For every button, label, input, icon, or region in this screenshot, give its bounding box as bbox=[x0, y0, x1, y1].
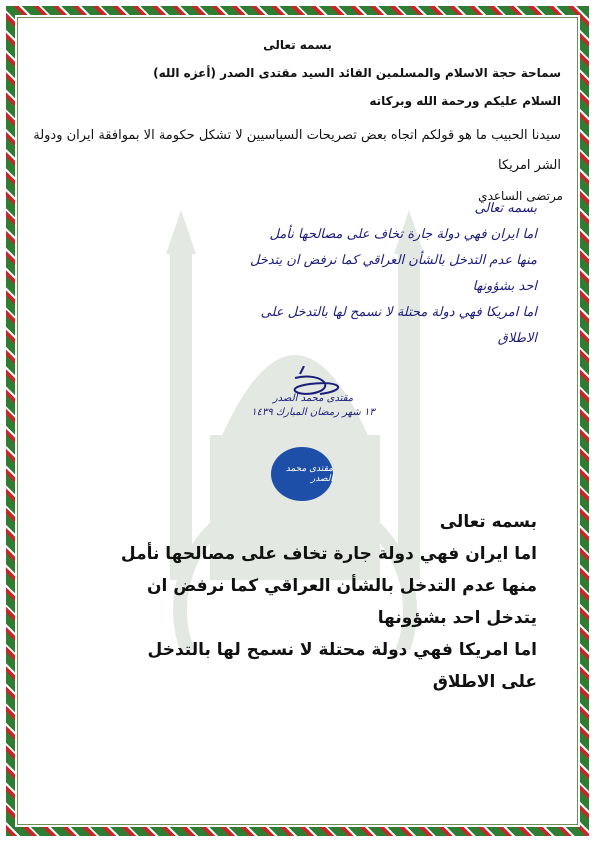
handwritten-line: منها عدم التدخل بالشأن العراقي كما نرفض ان يتدخل bbox=[249, 253, 537, 268]
handwritten-line: اما ايران فهي دولة جارة تخاف على مصالحها نأمل bbox=[269, 227, 537, 242]
handwritten-line: بسمه تعالى bbox=[474, 201, 537, 216]
typed-reply bbox=[40, 506, 537, 698]
handwritten-line: الاطلاق bbox=[497, 331, 537, 346]
typed-line: على الاطلاق bbox=[432, 672, 537, 692]
official-stamp bbox=[271, 447, 333, 501]
addressee-line: سماحة حجة الاسلام والمسلمين القائد السيد مقتدى الصدر (أعزه الله) bbox=[153, 66, 561, 80]
typed-line: يتدخل احد بشؤونها bbox=[377, 608, 537, 628]
sender-name: مرتضى الساعدي bbox=[478, 189, 563, 203]
typed-line: اما امريكا فهي دولة محتلة لا نسمح لها بالتدخل bbox=[147, 640, 537, 660]
handwritten-reply bbox=[60, 196, 537, 352]
signature-block bbox=[238, 392, 388, 420]
stamp-text: مقتدى محمد الصدر bbox=[285, 464, 333, 484]
typed-line: بسمه تعالى bbox=[439, 512, 537, 532]
signature-name: مقتدى محمد الصدر bbox=[272, 393, 354, 404]
handwritten-line: اما امريكا فهي دولة محتلة لا نسمح لها بالتدخل على bbox=[260, 305, 537, 320]
greeting-line: السلام عليكم ورحمة الله وبركاته bbox=[369, 94, 561, 108]
typed-line: اما ايران فهي دولة جارة تخاف على مصالحها نأمل bbox=[120, 544, 537, 564]
handwritten-line: احد بشؤونها bbox=[472, 279, 537, 294]
typed-line: منها عدم التدخل بالشأن العراقي كما نرفض ان bbox=[147, 576, 537, 596]
signature-date: ١٣ شهر رمضان المبارك ١٤٣٩ bbox=[251, 407, 375, 418]
letter-heading: بسمه تعالى bbox=[263, 38, 332, 52]
question-text: سيدنا الحبيب ما هو قولكم اتجاه بعض تصريحات السياسيين لا تشكل حكومة الا بموافقة ايران ودولة الشر امريكا bbox=[33, 128, 561, 173]
